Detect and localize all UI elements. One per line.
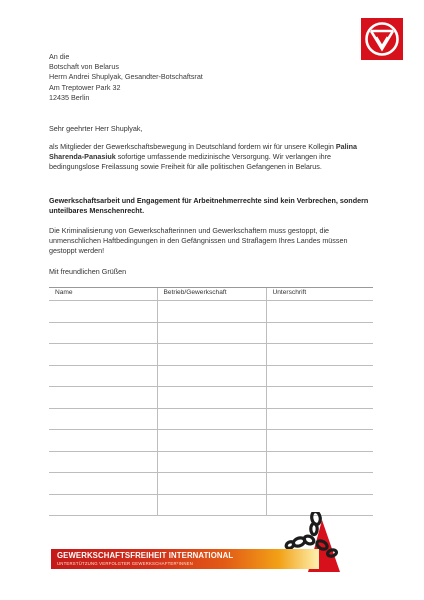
ig-metall-logo-icon — [361, 18, 403, 60]
banner-title: GEWERKSCHAFTSFREIHEIT INTERNATIONAL — [57, 551, 234, 560]
signature-rows — [49, 301, 373, 516]
salutation: Sehr geehrter Herr Shuplyak, — [49, 124, 143, 133]
signature-cell[interactable] — [266, 301, 373, 323]
letter-paragraph-demand — [49, 142, 377, 173]
address-line: Herrn Andrei Shuplyak, Gesandter-Botschaftsrat — [49, 72, 203, 82]
closing: Mit freundlichen Grüßen — [49, 267, 127, 276]
address-line: An die — [49, 52, 70, 61]
signature-row — [49, 408, 373, 430]
name-cell[interactable] — [49, 408, 157, 430]
prisoner-name: Palina Sharenda-Panasiuk — [49, 142, 358, 162]
letter-paragraph-criminalisation: Die Kriminalisierung von Gewerkschafterinnen und Gewerkschaftern muss gestoppt, die unmenschlichen Haftbedingungen in den Gefängnissen und Straflagern Ihres Landes müssen gestoppt werden! — [49, 226, 348, 256]
signature-cell[interactable] — [266, 344, 373, 366]
signature-cell[interactable] — [266, 365, 373, 387]
column-header-name: Name — [49, 288, 157, 301]
organisation-cell[interactable] — [157, 473, 266, 495]
organisation-cell[interactable] — [157, 387, 266, 409]
address-line: Am Treptower Park 32 — [49, 82, 121, 92]
name-cell[interactable] — [49, 473, 157, 495]
banner-subtitle: UNTERSTÜTZUNG VERFOLGTER GEWERKSCHAFTER*INNEN — [57, 561, 194, 566]
organisation-cell[interactable] — [157, 430, 266, 452]
name-cell[interactable] — [49, 301, 157, 323]
name-cell[interactable] — [49, 430, 157, 452]
signature-cell[interactable] — [266, 473, 373, 495]
address-line: 12435 Berlin — [49, 92, 90, 102]
signature-row — [49, 451, 373, 473]
paragraph-text: als Mitglieder der Gewerkschaftsbewegung in Deutschland fordern wir für unsere Kollegin — [49, 142, 336, 151]
signature-cell[interactable] — [266, 430, 373, 452]
signature-table — [49, 287, 373, 516]
name-cell[interactable] — [49, 322, 157, 344]
table-header-row — [49, 288, 373, 301]
signature-row — [49, 344, 373, 366]
name-cell[interactable] — [49, 387, 157, 409]
organisation-cell[interactable] — [157, 301, 266, 323]
organisation-cell[interactable] — [157, 451, 266, 473]
column-header-organisation: Betrieb/Gewerkschaft — [157, 288, 266, 301]
name-cell[interactable] — [49, 494, 157, 516]
paragraph-text: sofortige umfassende medizinische Versorgung. Wir verlangen ihre bedingungslose Freilassung sowie Freiheit für alle politischen Gefangenen in Belarus. — [49, 152, 332, 172]
organisation-cell[interactable] — [157, 322, 266, 344]
address-line: Botschaft von Belarus — [49, 62, 119, 72]
organisation-cell[interactable] — [157, 408, 266, 430]
signature-cell[interactable] — [266, 451, 373, 473]
name-cell[interactable] — [49, 451, 157, 473]
signature-cell[interactable] — [266, 408, 373, 430]
letter-paragraph-statement: Gewerkschaftsarbeit und Engagement für Arbeitnehmerrechte sind kein Verbrechen, sondern unteilbares Menschenrecht. — [49, 196, 369, 216]
signature-row — [49, 430, 373, 452]
name-cell[interactable] — [49, 365, 157, 387]
recipient-address — [49, 52, 203, 103]
signature-cell[interactable] — [266, 387, 373, 409]
organisation-cell[interactable] — [157, 494, 266, 516]
signature-row — [49, 301, 373, 323]
signature-row — [49, 473, 373, 495]
organisation-cell[interactable] — [157, 365, 266, 387]
column-header-signature: Unterschrift — [266, 288, 373, 301]
organisation-cell[interactable] — [157, 344, 266, 366]
signature-cell[interactable] — [266, 322, 373, 344]
campaign-banner — [51, 549, 319, 569]
name-cell[interactable] — [49, 344, 157, 366]
signature-row — [49, 365, 373, 387]
signature-row — [49, 387, 373, 409]
signature-row — [49, 322, 373, 344]
